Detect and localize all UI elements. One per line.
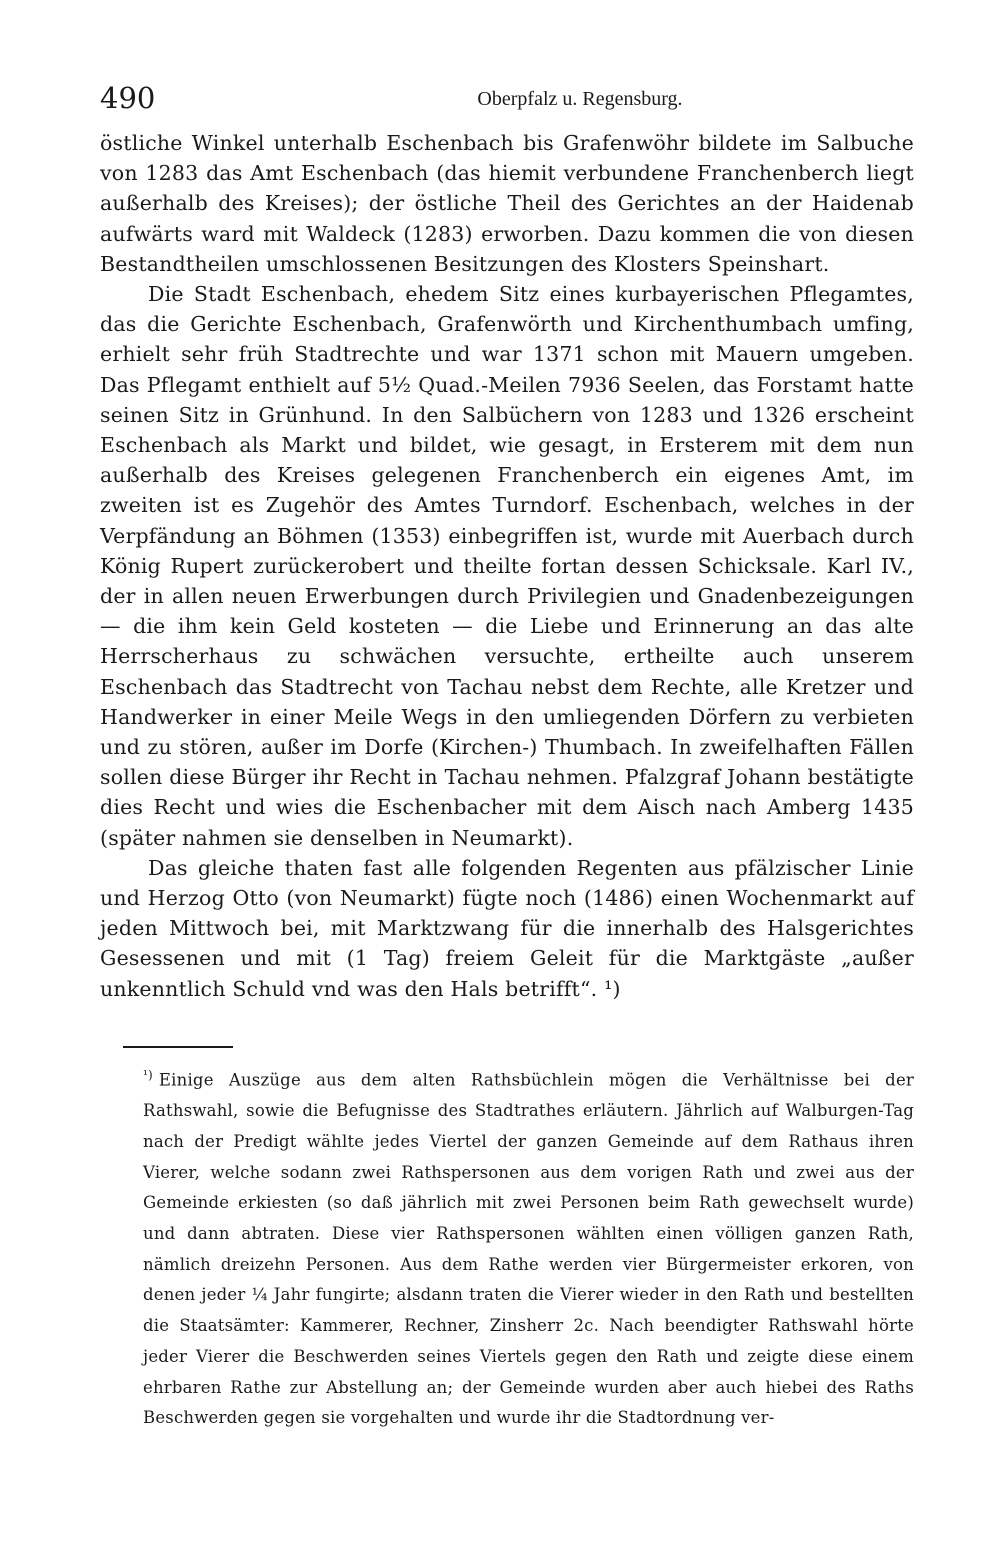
paragraph-2: Die Stadt Eschenbach, ehedem Sitz eines kurbayerischen Pflegamtes, das die Gerichte Eschenbach, Grafenwörth und Kirchenthumbach umfing, erhielt sehr früh Stadtrechte und war 1371 schon mit Mauern umgeben. Das Pflegamt enthielt auf 5½ Quad.-Meilen 7936 Seelen, das Forstamt hatte seinen Sitz in Grünhund. In den Salbüchern von 1283 und 1326 erscheint Eschenbach als Markt und bildet, wie gesagt, in Ersterem mit dem nun außerhalb des Kreises gelegenen Franchenberch ein eigenes Amt, im zweiten ist es Zugehör des Amtes Turndorf. Eschenbach, welches in der Verpfändung an Böhmen (1353) einbegriffen ist, wurde mit Auerbach durch König Rupert zurückerobert und theilte fortan dessen Schicksale. Karl IV., der in allen neuen Erwerbungen durch Privilegien und Gnadenbezeigungen — die ihm kein Geld kosteten — die Liebe und Erinnerung an das alte Herrscherhaus zu schwächen versuchte, ertheilte auch unserem Eschenbach das Stadtrecht von Tachau nebst dem Rechte, alle Kretzer und Handwerker in einer Meile Wegs in den umliegenden Dörfern zu verbieten und zu stören, außer im Dorfe (Kirchen-) Thumbach. In zweifelhaften Fällen sollen diese Bürger ihr Recht in Tachau nehmen. Pfalzgraf Johann bestätigte dies Recht und wies die Eschenbacher mit dem Aisch nach Amberg 1435 (später nahmen sie denselben in Neumarkt). (100, 282, 914, 850)
paragraph-3: Das gleiche thaten fast alle folgenden Regenten aus pfälzischer Linie und Herzog Otto (von Neumarkt) fügte noch (1486) einen Wochenmarkt auf jeden Mittwoch bei, mit Marktzwang für die innerhalb des Halsgerichtes Gesessenen und mit (1 Tag) freiem Geleit für die Marktgäste „außer unkenntlich Schuld vnd was den Hals betrifft“. ¹) (100, 855, 914, 1001)
footnote (143, 1060, 914, 1434)
main-text (100, 128, 914, 1004)
footnote-divider (123, 1046, 233, 1048)
running-title: Oberpfalz u. Regensburg. (477, 88, 683, 110)
footnote-marker: ¹) (143, 1068, 153, 1082)
paragraph-1: östliche Winkel unterhalb Eschenbach bis Grafenwöhr bildete im Salbuche von 1283 das Amt Eschenbach (das hiemit verbundene Franchenberch liegt außerhalb des Kreises); der östliche Theil des Gerichtes an der Haidenab aufwärts ward mit Waldeck (1283) erworben. Dazu kommen die von diesen Bestandtheilen umschlossenen Besitzungen des Klosters Speinshart. (100, 131, 914, 276)
footnote-text: Einige Auszüge aus dem alten Rathsbüchlein mögen die Verhältnisse bei der Rathswahl, sowie die Befugnisse des Stadtrathes erläutern. Jährlich auf Walburgen-Tag nach der Predigt wählte jedes Viertel der ganzen Gemeinde auf dem Rathaus ihren Vierer, welche sodann zwei Rathspersonen aus dem vorigen Rath und zwei aus der Gemeinde erkiesten (so daß jährlich mit zwei Personen beim Rath gewechselt wurde) und dann abtraten. Diese vier Rathspersonen wählten einen völligen ganzen Rath, nämlich dreizehn Personen. Aus dem Rathe werden vier Bürgermeister erkoren, von denen jeder ¼ Jahr fungirte; alsdann traten die Vierer wieder in den Rath und bestellten die Staatsämter: Kammerer, Rechner, Zinsherr 2c. Nach beendigter Rathswahl hörte jeder Vierer die Beschwerden seines Viertels gegen den Rath und zeigte diese einem ehrbaren Rathe zur Abstellung an; der Gemeinde wurden aber auch hiebei des Raths Beschwerden gegen sie vorgehalten und wurde ihr die Stadtordnung ver- (143, 1070, 914, 1428)
page-number: 490 (100, 81, 156, 115)
